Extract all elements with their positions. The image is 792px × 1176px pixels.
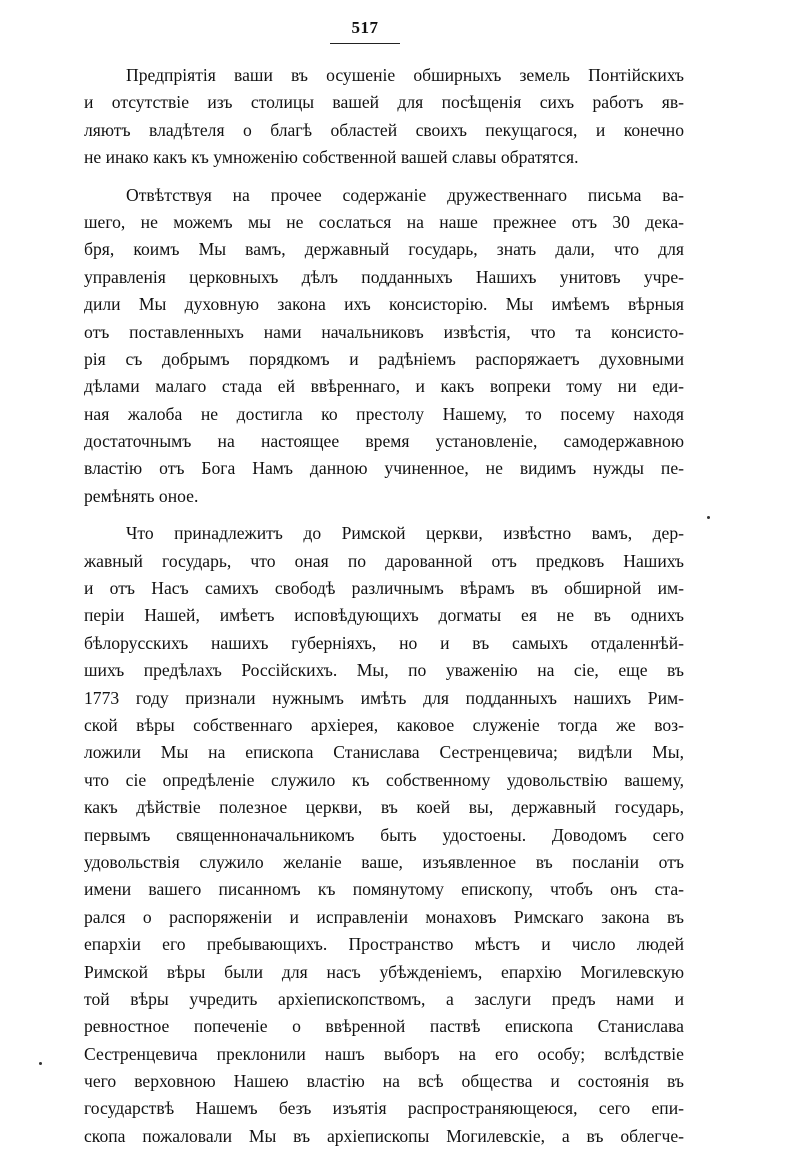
page-number: 517 <box>351 18 379 37</box>
text-line: Римской вѣры были для насъ убѣжденіемъ, епархію Могилевскую <box>84 961 684 982</box>
text-line: ской вѣры собственнаго архіерея, каковое служеніе тогда же воз- <box>84 714 684 735</box>
text-line: что сіе опредѣленіе служило къ собственному удовольствію вашему, <box>84 769 684 790</box>
text-line: удовольствія служило желаніе ваше, изъявленное въ посланіи отъ <box>84 851 684 872</box>
text-line: Предпріятія ваши въ осушеніе обширныхъ земель Понтійскихъ <box>126 65 684 85</box>
text-line: бря, коимъ Мы вамъ, державный государь, знать дали, что для <box>84 239 684 260</box>
text-line: той вѣры учредить архіепископствомъ, а заслуги предъ нами и <box>84 988 684 1009</box>
text-line: первымъ священноначальникомъ быть удостоены. Доводомъ сего <box>84 824 684 845</box>
page-number-rule <box>330 43 400 44</box>
text-line: рія съ добрымъ порядкомъ и радѣніемъ распоряжаетъ духовными <box>84 348 684 369</box>
paragraph-3 <box>84 520 684 1150</box>
text-line: чего верховною Нашею властію на всѣ общества и состоянія въ <box>84 1071 684 1092</box>
body-text <box>84 62 684 1150</box>
paragraph-1 <box>84 62 684 172</box>
text-line: ная жалоба не достигла ко престолу Нашему, то посему находя <box>84 403 684 424</box>
text-line: дили Мы духовную закона ихъ консисторію. Мы имѣемъ вѣрныя <box>84 294 684 315</box>
text-line: Что принадлежитъ до Римской церкви, извѣстно вамъ, дер- <box>126 523 684 544</box>
text-line: дѣлами малаго стада ей ввѣреннаго, и какъ вопреки тому ни еди- <box>84 376 684 397</box>
text-line: управленія церковныхъ дѣлъ подданныхъ Нашихъ унитовъ учре- <box>84 266 684 287</box>
text-line: ревностное попеченіе о ввѣренной паствѣ епископа Станислава <box>84 1016 684 1037</box>
scan-speck <box>707 516 710 519</box>
text-line: и отсутствіе изъ столицы вашей для посѣщенія сихъ работъ яв- <box>84 92 684 113</box>
text-line: періи Нашей, имѣетъ исповѣдующихъ догматы ея не въ однихъ <box>84 605 684 626</box>
text-line: шего, не можемъ мы не сослаться на наше прежнее отъ 30 дека- <box>84 211 684 232</box>
text-line: жавный государь, что оная по дарованной отъ предковъ Нашихъ <box>84 550 684 571</box>
text-line: шихъ предѣлахъ Россійскихъ. Мы, по уваженію на сіе, еще въ <box>84 660 684 681</box>
paragraph-gap <box>84 510 684 520</box>
text-line: скопа пожаловали Мы въ архіепископы Могилевскіе, а въ облегче- <box>84 1125 684 1146</box>
text-line: не инако какъ къ умноженію собственной вашей славы обратятся. <box>84 147 579 168</box>
text-line: имени вашего писанномъ къ помянутому епископу, чтобъ онъ ста- <box>84 879 684 900</box>
text-line: бѣлорусскихъ нашихъ губерніяхъ, но и въ самыхъ отдаленнѣй- <box>84 632 684 653</box>
text-line: и отъ Насъ самихъ свободѣ различнымъ вѣрамъ въ обширной им- <box>84 578 684 599</box>
text-line: Отвѣтствуя на прочее содержаніе дружественнаго письма ва- <box>126 184 684 205</box>
text-line: 1773 году признали нужнымъ имѣть для подданныхъ нашихъ Рим- <box>84 687 684 708</box>
scan-speck <box>39 1062 42 1065</box>
text-line: властію отъ Бога Намъ данною учиненное, не видимъ нужды пе- <box>84 458 684 479</box>
text-line: Сестренцевича преклонили нашъ выборъ на его особу; вслѣдствіе <box>84 1043 684 1064</box>
text-line: государствѣ Нашемъ безъ изъятія распространяющеюся, сего епи- <box>84 1098 684 1119</box>
text-line: ремѣнять оное. <box>84 485 199 506</box>
text-line: епархіи его пребывающихъ. Пространство мѣстъ и число людей <box>84 934 684 955</box>
paragraph-gap <box>84 172 684 182</box>
text-line: ложили Мы на епископа Станислава Сестренцевича; видѣли Мы, <box>84 742 684 763</box>
paragraph-2 <box>84 182 684 511</box>
text-line: какъ дѣйствіе полезное церкви, въ коей вы, державный государь, <box>84 797 684 818</box>
text-line: отъ поставленныхъ нами начальниковъ извѣстія, что та консисто- <box>84 321 684 342</box>
text-line: ляютъ владѣтеля о благѣ областей своихъ пекущагося, и конечно <box>84 119 684 140</box>
text-line: рался о распоряженіи и исправленіи монаховъ Римскаго закона въ <box>84 906 684 927</box>
text-line: достаточнымъ на настоящее время установленіе, самодержавною <box>84 431 684 452</box>
